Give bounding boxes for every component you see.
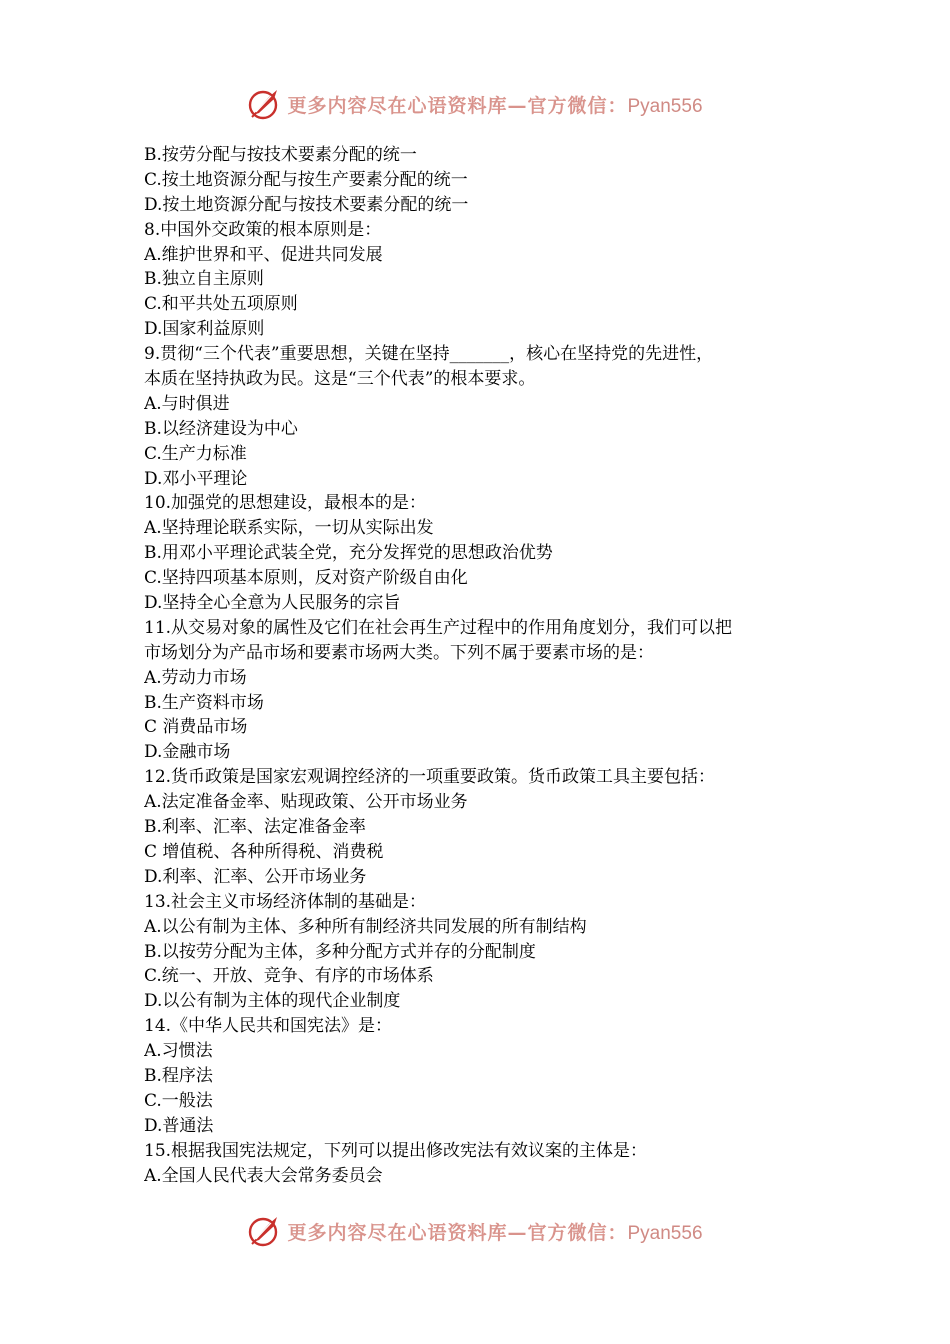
text-line: D.坚持全心全意为人民服务的宗旨 (144, 593, 401, 614)
text-line: D.国家利益原则 (144, 319, 265, 340)
text-line: 11.从交易对象的属性及它们在社会再生产过程中的作用角度划分，我们可以把 (144, 617, 733, 638)
footer-banner-text: 更多内容尽在心语资料库—官方微信：Pyan556 (287, 1221, 703, 1244)
text-line: A.法定准备金率、贴现政策、公开市场业务 (144, 792, 468, 813)
text-line: 市场划分为产品市场和要素市场两大类。下列不属于要素市场的是： (144, 642, 654, 663)
footer-wechat-id: Pyan556 (627, 1222, 703, 1244)
text-line: D.利率、汇率、公开市场业务 (144, 866, 367, 887)
text-line: C.按土地资源分配与按生产要素分配的统一 (144, 169, 468, 190)
text-line: C.统一、开放、竞争、有序的市场体系 (144, 966, 434, 987)
header-banner-text: 更多内容尽在心语资料库—官方微信：Pyan556 (287, 94, 703, 117)
text-line: C.和平共处五项原则 (144, 294, 298, 315)
text-line: A.劳动力市场 (144, 667, 247, 688)
text-line: B.用邓小平理论武装全党，充分发挥党的思想政治优势 (144, 543, 553, 564)
text-line: B.以按劳分配为主体，多种分配方式并存的分配制度 (144, 941, 536, 962)
header-banner (0, 84, 950, 124)
text-line: 14.《中华人民共和国宪法》是： (144, 1016, 393, 1037)
text-line: D.按土地资源分配与按技术要素分配的统一 (144, 194, 469, 215)
text-line: C.一般法 (144, 1090, 213, 1111)
text-line: A.全国人民代表大会常务委员会 (144, 1165, 383, 1186)
text-line: A.维护世界和平、促进共同发展 (144, 244, 383, 265)
text-line: D.邓小平理论 (144, 468, 248, 489)
quill-pen-logo-icon (247, 87, 281, 121)
text-line: B.利率、汇率、法定准备金率 (144, 817, 366, 838)
text-line: 本质在坚持执政为民。这是“三个代表”的根本要求。 (144, 369, 536, 390)
footer-banner (0, 1211, 950, 1251)
text-line: 15.根据我国宪法规定，下列可以提出修改宪法有效议案的主体是： (144, 1140, 648, 1161)
text-line: 13.社会主义市场经济体制的基础是： (144, 891, 427, 912)
text-line: B.独立自主原则 (144, 269, 264, 290)
text-line: B.生产资料市场 (144, 692, 264, 713)
text-line: 10.加强党的思想建设，最根本的是： (144, 493, 427, 514)
text-line: 8.中国外交政策的根本原则是： (144, 219, 382, 240)
text-line: D.金融市场 (144, 742, 231, 763)
text-line: B.程序法 (144, 1065, 213, 1086)
text-line: B.按劳分配与按技术要素分配的统一 (144, 145, 417, 165)
text-line: A.习惯法 (144, 1041, 213, 1062)
text-line: A.以公有制为主体、多种所有制经济共同发展的所有制结构 (144, 916, 587, 937)
text-line: A.坚持理论联系实际，一切从实际出发 (144, 518, 434, 539)
text-line: B.以经济建设为中心 (144, 418, 298, 439)
text-line: A.与时俱进 (144, 393, 230, 414)
text-line: C.坚持四项基本原则，反对资产阶级自由化 (144, 568, 468, 589)
header-wechat-id: Pyan556 (627, 95, 703, 117)
text-line: D.以公有制为主体的现代企业制度 (144, 991, 401, 1012)
text-line: 12.货币政策是国家宏观调控经济的一项重要政策。货币政策工具主要包括： (144, 767, 716, 788)
text-line: C 消费品市场 (144, 717, 248, 738)
text-line: D.普通法 (144, 1115, 214, 1136)
document-body (144, 143, 814, 1188)
text-line: C 增值税、各种所得税、消费税 (144, 841, 384, 862)
text-line: 9.贯彻“三个代表”重要思想，关键在坚持_______，核心在坚持党的先进性， (144, 344, 714, 365)
quill-pen-logo-icon (247, 1214, 281, 1248)
text-line: C.生产力标准 (144, 443, 247, 464)
